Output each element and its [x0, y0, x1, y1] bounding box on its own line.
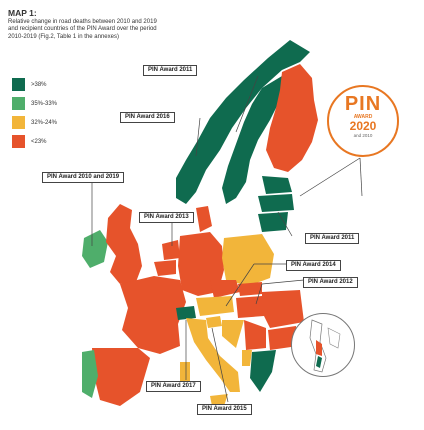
region-netherlands	[162, 240, 180, 260]
badge-award-text: AWARD	[353, 114, 373, 120]
map-title: MAP 1:	[8, 8, 37, 18]
connector-line	[300, 158, 360, 196]
region-switzerland	[176, 306, 196, 320]
legend-swatch-orange	[12, 135, 25, 148]
region-albania	[242, 350, 252, 366]
award-label: PIN Award 2015	[197, 404, 252, 415]
badge-year-text: 2020	[349, 119, 377, 133]
map-subtitle: Relative change in road deaths between 2010 and 2019 and recipient countries of the PIN Award over the period 2010-2019 (Fig.2, Table 1 in the annexes)	[8, 19, 157, 40]
pin-award-badge	[327, 85, 399, 157]
region-spain	[92, 348, 150, 406]
region-france	[120, 276, 186, 354]
region-czechia	[210, 280, 240, 298]
region-belgium	[154, 260, 176, 276]
award-label: PIN Award 2016	[120, 112, 175, 123]
region-hungary	[236, 296, 264, 318]
award-label: PIN Award 2017	[146, 381, 201, 392]
award-label: PIN Award 2011	[143, 65, 197, 76]
legend-item	[12, 116, 57, 129]
inset-map-graphic	[292, 314, 354, 376]
legend-item	[12, 78, 57, 91]
legend-item	[12, 97, 57, 110]
legend-label: <23%	[31, 138, 47, 145]
region-serbia	[244, 320, 266, 350]
region-latvia	[258, 194, 294, 212]
legend-swatch-light-green	[12, 97, 25, 110]
region-uk	[106, 204, 142, 284]
legend-label: 32%-24%	[31, 119, 58, 126]
award-label: PIN Award 2014	[286, 260, 341, 271]
inset-map	[291, 313, 355, 377]
legend-swatch-dark-green	[12, 78, 25, 91]
legend	[12, 78, 57, 154]
legend-item	[12, 135, 57, 148]
award-label: PIN Award 2012	[303, 277, 358, 288]
region-croatia	[222, 320, 244, 348]
region-slovakia	[238, 282, 262, 296]
region-finland	[266, 64, 318, 172]
region-austria	[196, 296, 234, 316]
award-label: PIN Award 2013	[139, 212, 194, 223]
region-estonia	[262, 176, 292, 194]
legend-label: >38%	[31, 81, 47, 88]
connector-line	[360, 158, 362, 196]
legend-swatch-yellow	[12, 116, 25, 129]
region-romania	[262, 290, 304, 328]
region-poland	[222, 234, 274, 286]
region-greece	[250, 350, 276, 392]
award-label: PIN Award 2011	[305, 233, 359, 244]
region-ireland	[82, 230, 108, 268]
region-sardinia	[180, 362, 190, 382]
badge-and-text: and 2010	[353, 133, 373, 138]
inset-region	[316, 340, 322, 356]
legend-label: 35%-33%	[31, 100, 58, 107]
connector-line	[262, 280, 304, 284]
award-label: PIN Award 2010 and 2019	[42, 172, 124, 183]
region-denmark	[196, 206, 212, 232]
region-slovenia	[206, 316, 222, 328]
badge-pin-text: PIN	[344, 93, 382, 115]
